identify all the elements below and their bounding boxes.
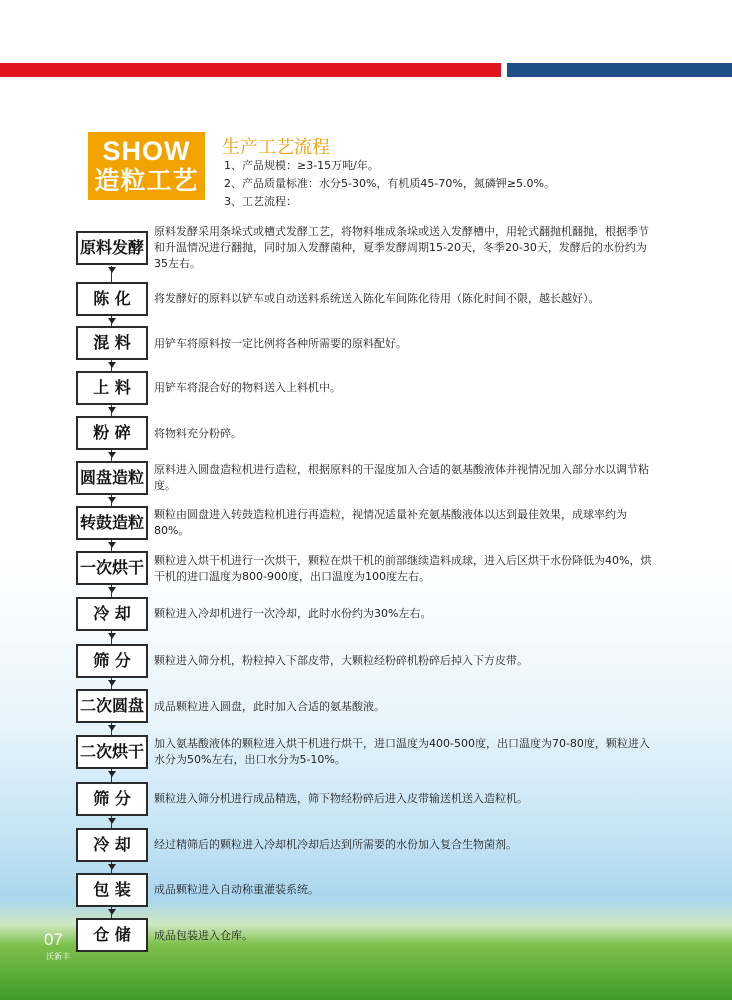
intro-line-process: 3、工艺流程： xyxy=(224,195,297,208)
down-arrow-icon xyxy=(108,771,116,777)
badge-english-text: SHOW xyxy=(102,136,191,166)
step-desc-cooling-1: 颗粒进入冷却机进行一次冷却，此时水份约为30%左右。 xyxy=(154,607,432,620)
down-arrow-icon xyxy=(108,362,116,368)
step-box-screening-1: 筛 分 xyxy=(76,644,148,678)
intro-line-quality: 2、产品质量标准：水分5-30%，有机质45-70%，氮磷钾≥5.0%。 xyxy=(224,177,555,190)
step-desc-crushing: 将物料充分粉碎。 xyxy=(154,427,242,440)
step-box-mixing: 混 料 xyxy=(76,326,148,360)
section-title: 生产工艺流程 xyxy=(222,137,330,158)
step-desc-disc-granulation: 原料进入圆盘造粒机进行造粒，根据原料的干湿度加入合适的氨基酸液体并视情况加入部分水以调节粘度。 xyxy=(154,463,649,492)
step-desc-mixing: 用铲车将原料按一定比例将各种所需要的原料配好。 xyxy=(154,337,407,350)
step-box-cooling-2: 冷 却 xyxy=(76,828,148,862)
down-arrow-icon xyxy=(108,587,116,593)
step-box-storage: 仓 储 xyxy=(76,918,148,952)
down-arrow-icon xyxy=(108,725,116,731)
down-arrow-icon xyxy=(108,318,116,324)
step-desc-first-drying: 颗粒进入烘干机进行一次烘干，颗粒在烘干机的前部继续造料成球，进入后区烘干水份降低为40%，烘干机的进口温度为800-900度，出口温度为100度左右。 xyxy=(154,554,652,583)
step-box-raw-fermentation: 原料发酵 xyxy=(76,231,148,265)
down-arrow-icon xyxy=(108,267,116,273)
intro-line-scale: 1、产品规模：≥3-15万吨/年。 xyxy=(224,159,379,172)
step-desc-feeding: 用铲车将混合好的物料送入上料机中。 xyxy=(154,381,341,394)
down-arrow-icon xyxy=(108,909,116,915)
step-box-first-drying: 一次烘干 xyxy=(76,551,148,585)
down-arrow-icon xyxy=(108,864,116,870)
down-arrow-icon xyxy=(108,452,116,458)
step-desc-screening-1: 颗粒进入筛分机，粉粒掉入下部皮带，大颗粒经粉碎机粉碎后掉入下方皮带。 xyxy=(154,654,528,667)
down-arrow-icon xyxy=(108,407,116,413)
step-box-packaging: 包 装 xyxy=(76,873,148,907)
down-arrow-icon xyxy=(108,818,116,824)
step-box-drum-granulation: 转鼓造粒 xyxy=(76,506,148,540)
footer-brand: 沃新丰 xyxy=(46,952,70,961)
step-box-feeding: 上 料 xyxy=(76,371,148,405)
step-box-second-disc: 二次圆盘 xyxy=(76,689,148,723)
step-box-second-drying: 二次烘干 xyxy=(76,735,148,769)
step-desc-storage: 成品包装进入仓库。 xyxy=(154,929,253,942)
down-arrow-icon xyxy=(108,633,116,639)
step-desc-aging: 将发酵好的原料以铲车或自动送料系统送入陈化车间陈化待用（陈化时间不限，越长越好）。 xyxy=(154,292,600,305)
badge-chinese-text: 造粒工艺 xyxy=(94,166,199,195)
step-box-crushing: 粉 碎 xyxy=(76,416,148,450)
step-desc-packaging: 成品颗粒进入自动称重灌装系统。 xyxy=(154,883,319,896)
step-desc-cooling-2: 经过精筛后的颗粒进入冷却机冷却后达到所需要的水份加入复合生物菌剂。 xyxy=(154,838,517,851)
step-box-aging: 陈 化 xyxy=(76,282,148,316)
step-desc-drum-granulation: 颗粒由圆盘进入转鼓造粒机进行再造粒，视情况适量补充氨基酸液体以达到最佳效果，成球率约为80%。 xyxy=(154,508,627,537)
header-red-bar xyxy=(0,63,501,77)
down-arrow-icon xyxy=(108,680,116,686)
step-desc-second-disc: 成品颗粒进入圆盘，此时加入合适的氨基酸液。 xyxy=(154,700,385,713)
show-badge xyxy=(88,132,205,200)
page-number: 07 xyxy=(44,930,63,949)
down-arrow-icon xyxy=(108,497,116,503)
step-box-disc-granulation: 圆盘造粒 xyxy=(76,461,148,495)
step-desc-raw-fermentation: 原料发酵采用条垛式或槽式发酵工艺，将物料堆成条垛或送入发酵槽中，用轮式翻抛机翻抛，根据季节和升温情况进行翻抛，同时加入发酵菌种，夏季发酵周期15-20天，冬季20-30天，发酵后的水份约为35左右。 xyxy=(154,225,649,270)
step-desc-screening-2: 颗粒进入筛分机进行成品精选，筛下物经粉碎后进入皮带输送机送入造粒机。 xyxy=(154,792,528,805)
step-box-cooling-1: 冷 却 xyxy=(76,597,148,631)
step-box-screening-2: 筛 分 xyxy=(76,782,148,816)
header-blue-bar xyxy=(507,63,732,77)
step-desc-second-drying: 加入氨基酸液体的颗粒进入烘干机进行烘干，进口温度为400-500度，出口温度为70-80度，颗粒进入水分为50%左右，出口水分为5-10%。 xyxy=(154,737,650,766)
down-arrow-icon xyxy=(108,542,116,548)
